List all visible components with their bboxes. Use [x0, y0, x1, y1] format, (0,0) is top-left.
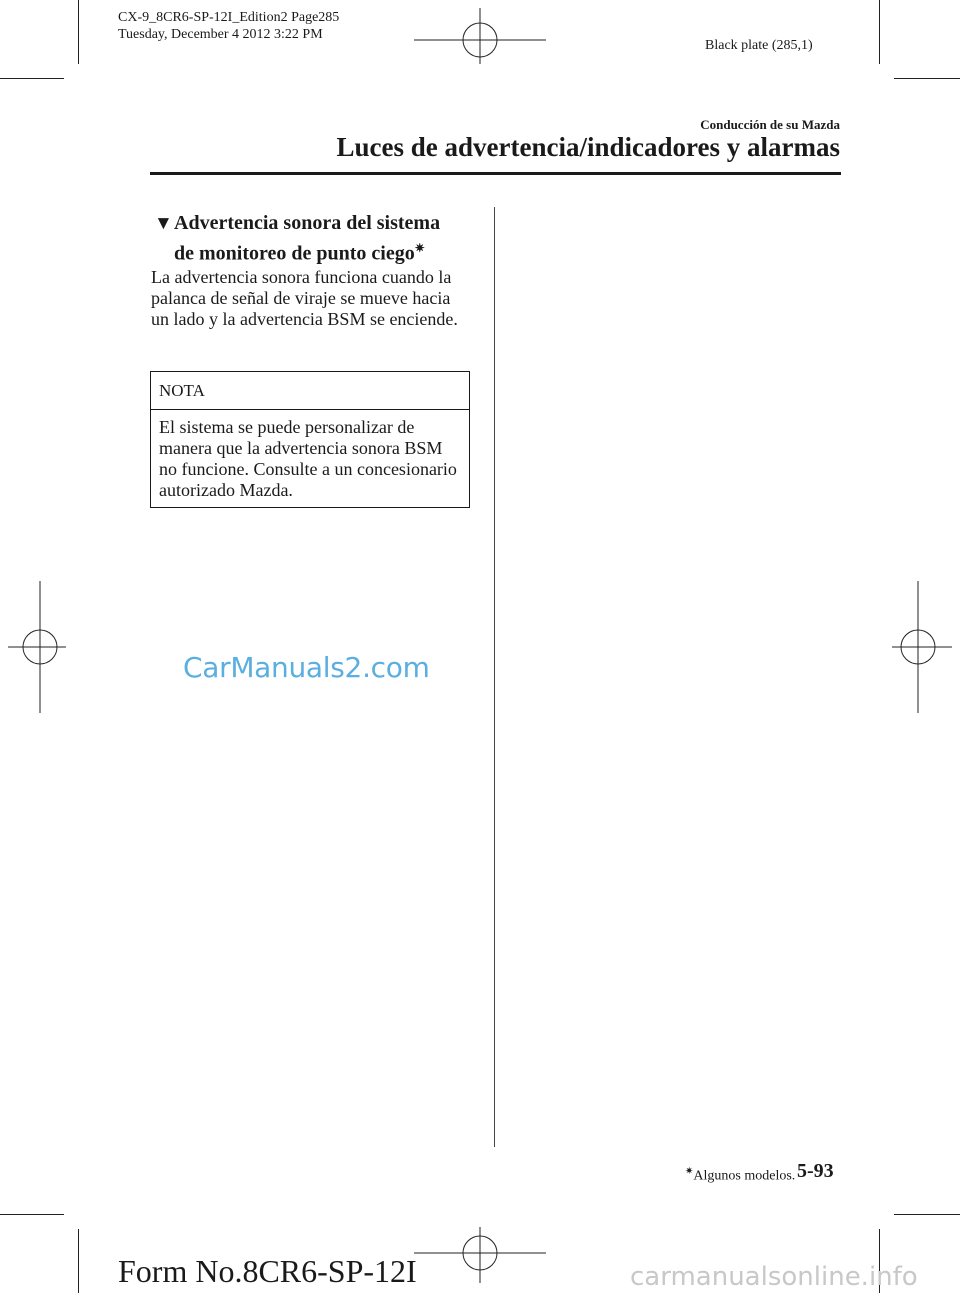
heading-line-2-wrap	[154, 236, 474, 266]
section-heading	[154, 211, 474, 266]
crop-mark	[0, 78, 64, 79]
triangle-bullet-icon: ▼	[154, 213, 173, 234]
crop-mark	[894, 78, 960, 79]
registration-mark	[0, 581, 80, 713]
registration-mark	[880, 581, 960, 713]
note-text: El sistema se puede personalizar de manera que la advertencia sonora BSM no funcione. Consulte a un concesionario autorizado Mazda.	[159, 417, 457, 500]
body-paragraph: La advertencia sonora funciona cuando la palanca de señal de viraje se mueve hacia un lado y la advertencia BSM se enciende.	[151, 267, 458, 329]
slug-line-1: CX-9_8CR6-SP-12I_Edition2 Page285	[118, 10, 340, 25]
header-rule	[150, 172, 841, 175]
asterisk-marker: ✷	[414, 241, 425, 255]
note-box	[150, 371, 470, 508]
footnote-text: Algunos modelos.	[693, 1168, 796, 1184]
slug-line-2: Tuesday, December 4 2012 3:22 PM	[118, 27, 323, 42]
column-divider	[494, 207, 495, 1147]
crop-mark	[78, 1229, 79, 1293]
site-watermark: carmanualsonline.info	[630, 1262, 918, 1292]
crop-mark	[0, 1214, 64, 1215]
print-slug	[118, 9, 339, 43]
note-title: NOTA	[151, 372, 469, 410]
chapter-title: Luces de advertencia/indicadores y alarmas	[336, 132, 840, 162]
watermark: CarManuals2.com	[183, 651, 430, 684]
page-number: 5-93	[797, 1160, 834, 1182]
crop-mark	[879, 0, 880, 64]
crop-mark	[894, 1214, 960, 1215]
form-number: Form No.8CR6-SP-12I	[118, 1253, 417, 1289]
plate-label: Black plate (285,1)	[705, 38, 813, 53]
registration-mark	[414, 1213, 546, 1293]
footnote	[685, 1166, 795, 1185]
heading-line-2: de monitoreo de punto ciego	[174, 242, 415, 265]
heading-line-1: Advertencia sonora del sistema	[174, 212, 441, 234]
crop-mark	[78, 0, 79, 64]
footnote-marker: ✷	[685, 1166, 694, 1177]
section-label: Conducción de su Mazda	[700, 117, 840, 132]
registration-mark	[414, 0, 546, 80]
